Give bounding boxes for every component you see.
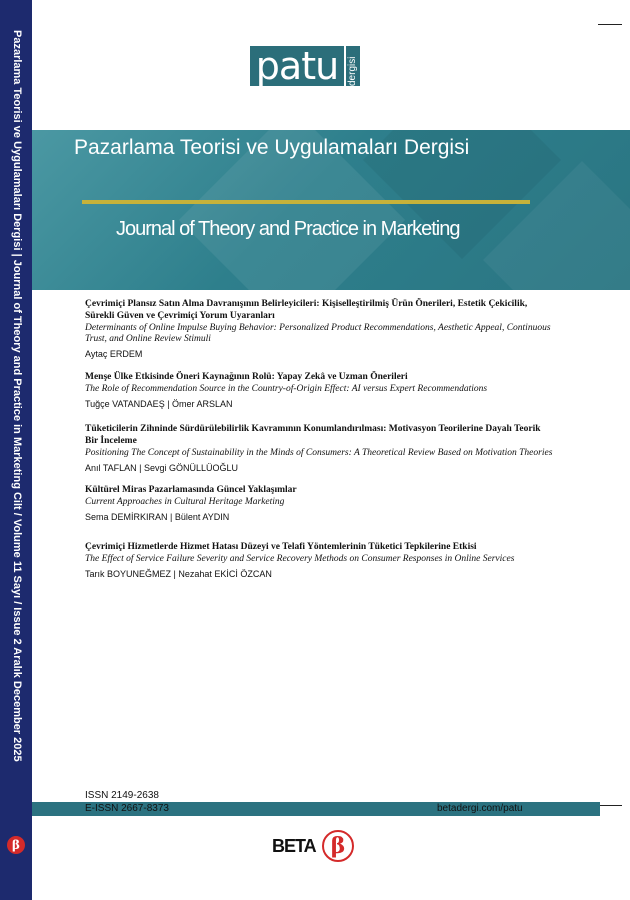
- patu-logo: [250, 42, 362, 88]
- article-authors: Tuğçe VATANDAEŞ | Ömer ARSLAN: [85, 399, 233, 409]
- article-authors: Anıl TAFLAN | Sevgi GÖNÜLLÜOĞLU: [85, 463, 239, 473]
- journal-url: betadergi.com/patu: [437, 803, 523, 814]
- article-title-tr: Çevrimiçi Hizmetlerde Hizmet Hatası Düzeyi ve Telafi Yöntemlerinin Tüketici Tepkilerine Etkisi: [85, 542, 477, 552]
- article-entry: [85, 484, 555, 523]
- table-of-contents: [85, 298, 555, 580]
- e-issn: E-ISSN 2667-8373: [85, 803, 169, 814]
- article-title-en: The Effect of Service Failure Severity and Service Recovery Methods on Consumer Responses in Online Services: [85, 554, 515, 564]
- journal-title-en: Journal of Theory and Practice in Marketing: [116, 218, 460, 240]
- crop-mark-bottom: [598, 805, 622, 806]
- article-entry: [85, 423, 555, 474]
- article-title-tr: Tüketicilerin Zihninde Sürdürülebilirlik Kavramının Konumlandırılması: Motivasyon Teorilerine Dayalı Teorik Bir İnceleme: [85, 424, 541, 446]
- article-title-en: Current Approaches in Cultural Heritage Marketing: [85, 497, 285, 507]
- article-title-tr: Çevrimiçi Plansız Satın Alma Davranışının Belirleyicileri: Kişiselleştirilmiş Ürün Önerileri, Estetik Çekicilik, Sürekli Güven ve Çevrimiçi Yorum Uyaranları: [85, 299, 528, 321]
- journal-title-tr: Pazarlama Teorisi ve Uygulamaları Dergisi: [74, 136, 470, 159]
- beta-wordmark: BETA: [272, 836, 316, 856]
- issn: ISSN 2149-2638: [85, 790, 159, 801]
- article-authors: Tarık BOYUNEĞMEZ | Nezahat EKİCİ ÖZCAN: [85, 569, 272, 579]
- beta-icon: β: [322, 830, 354, 862]
- spine-text: Pazarlama Teorisi ve Uygulamaları Dergisi | Journal of Theory and Practice in Marketing Cilt / Volume 11 Sayı / Issue 2 Aralık December 2025: [11, 30, 23, 762]
- title-banner: [32, 130, 630, 290]
- article-title-en: Determinants of Online Impulse Buying Behavior: Personalized Product Recommendations, Aesthetic Appeal, Continuous Trust, and Online Review Stimuli: [85, 323, 551, 344]
- footer-bar: [32, 802, 600, 816]
- article-entry: [85, 541, 555, 580]
- article-authors: Aytaç ERDEM: [85, 349, 143, 359]
- spine-beta-logo: β: [7, 836, 25, 854]
- article-title-tr: Menşe Ülke Etkisinde Öneri Kaynağının Rolü: Yapay Zekâ ve Uzman Önerileri: [85, 372, 408, 382]
- article-title-en: The Role of Recommendation Source in the Country-of-Origin Effect: AI versus Expert Recommendations: [85, 384, 488, 394]
- article-entry: [85, 371, 555, 410]
- gold-divider: [82, 200, 530, 204]
- cover-spine: [0, 0, 32, 900]
- article-title-tr: Kültürel Miras Pazarlamasında Güncel Yaklaşımlar: [85, 485, 297, 495]
- patu-logo-side-text: dergisi: [347, 56, 358, 86]
- patu-logo-word: patu: [250, 46, 344, 86]
- crop-mark-top: [598, 24, 622, 25]
- article-title-en: Positioning The Concept of Sustainability in the Minds of Consumers: A Theoretical Review Based on Motivation Theories: [85, 448, 553, 458]
- patu-logo-side: [346, 46, 360, 86]
- article-entry: [85, 298, 555, 360]
- article-authors: Sema DEMİRKIRAN | Bülent AYDIN: [85, 512, 230, 522]
